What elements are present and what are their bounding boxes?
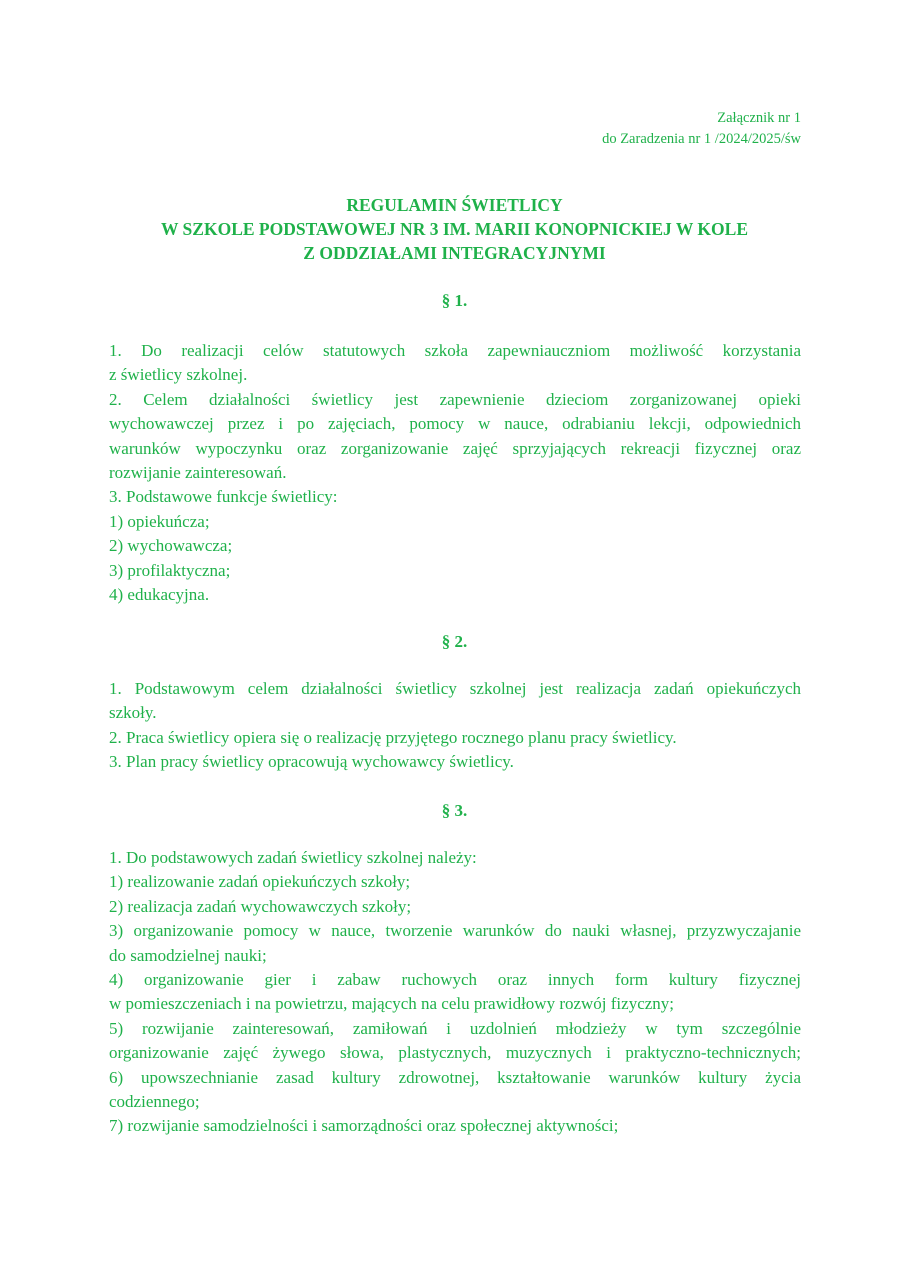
section-3-line: w pomieszczeniach i na powietrzu, mających na celu prawidłowy rozwój fizyczny; — [109, 994, 675, 1014]
document-title — [0, 193, 909, 265]
section-2-line: 1. Podstawowym celem działalności świetlicy szkolnej jest realizacja zadań opiekuńczych — [109, 679, 801, 698]
section-3-line: 6) upowszechnianie zasad kultury zdrowotnej, kształtowanie warunków kultury życia — [109, 1067, 801, 1087]
title-line-2: W SZKOLE PODSTAWOWEJ NR 3 IM. MARII KONOPNICKIEJ W KOLE — [161, 219, 748, 239]
section-1-line: 2. Celem działalności świetlicy jest zapewnienie dzieciom zorganizowanej opieki — [109, 389, 801, 409]
section-3-line: 1. Do podstawowych zadań świetlicy szkolnej należy: — [109, 848, 477, 867]
section-3-line: organizowanie zajęć żywego słowa, plastycznych, muzycznych i praktyczno-technicznych; — [109, 1043, 801, 1063]
section-1-line: 4) edukacyjna. — [109, 585, 210, 605]
section-3-line: do samodzielnej nauki; — [109, 945, 267, 965]
section-3-line: codziennego; — [109, 1092, 200, 1112]
section-1-line: z świetlicy szkolnej. — [109, 365, 248, 385]
section-3-line: 2) realizacja zadań wychowawczych szkoły; — [109, 896, 412, 916]
section-1-line: warunków wypoczynku oraz zorganizowanie zajęć sprzyjających rekreacji fizycznej oraz — [109, 438, 801, 458]
section-3-line: 7) rozwijanie samodzielności i samorządności oraz społecznej aktywności; — [109, 1116, 619, 1136]
section-1-body — [109, 339, 801, 607]
section-1-line: rozwijanie zainteresowań. — [109, 463, 287, 483]
section-1-heading: § 1. — [441, 291, 468, 310]
attachment-number: Załącznik nr 1 — [717, 110, 801, 126]
section-1-line: 3) profilaktyczna; — [109, 560, 231, 580]
section-2-line: 2. Praca świetlicy opiera się o realizację przyjętego rocznego planu pracy świetlicy. — [109, 727, 677, 747]
section-1-line: wychowawczej przez i po zajęciach, pomocy w nauce, odrabianiu lekcji, odpowiednich — [109, 414, 801, 434]
attachment-header — [602, 108, 801, 150]
section-2-line: 3. Plan pracy świetlicy opracowują wychowawcy świetlicy. — [109, 752, 514, 772]
section-3-body — [109, 846, 801, 1139]
section-1-line: 2) wychowawcza; — [109, 536, 233, 556]
section-1-line: 3. Podstawowe funkcje świetlicy: — [109, 487, 338, 507]
attachment-reference: do Zaradzenia nr 1 /2024/2025/św — [602, 131, 801, 147]
title-line-1: REGULAMIN ŚWIETLICY — [346, 195, 563, 215]
section-2-heading: § 2. — [441, 632, 468, 651]
section-3-heading: § 3. — [441, 801, 468, 820]
section-3-line: 1) realizowanie zadań opiekuńczych szkoły; — [109, 872, 411, 892]
title-line-3: Z ODDZIAŁAMI INTEGRACYJNYMI — [303, 243, 606, 263]
section-3-line: 4) organizowanie gier i zabaw ruchowych oraz innych form kultury fizycznej — [109, 970, 801, 990]
section-3-line: 5) rozwijanie zainteresowań, zamiłowań i uzdolnień młodzieży w tym szczególnie — [109, 1018, 801, 1038]
section-1-line: 1. Do realizacji celów statutowych szkoła zapewniauczniom możliwość korzystania — [109, 341, 801, 360]
section-2-line: szkoły. — [109, 703, 157, 723]
section-3-line: 3) organizowanie pomocy w nauce, tworzenie warunków do nauki własnej, przyzwyczajanie — [109, 921, 801, 941]
section-1-line: 1) opiekuńcza; — [109, 511, 210, 531]
section-2-body — [109, 677, 801, 775]
